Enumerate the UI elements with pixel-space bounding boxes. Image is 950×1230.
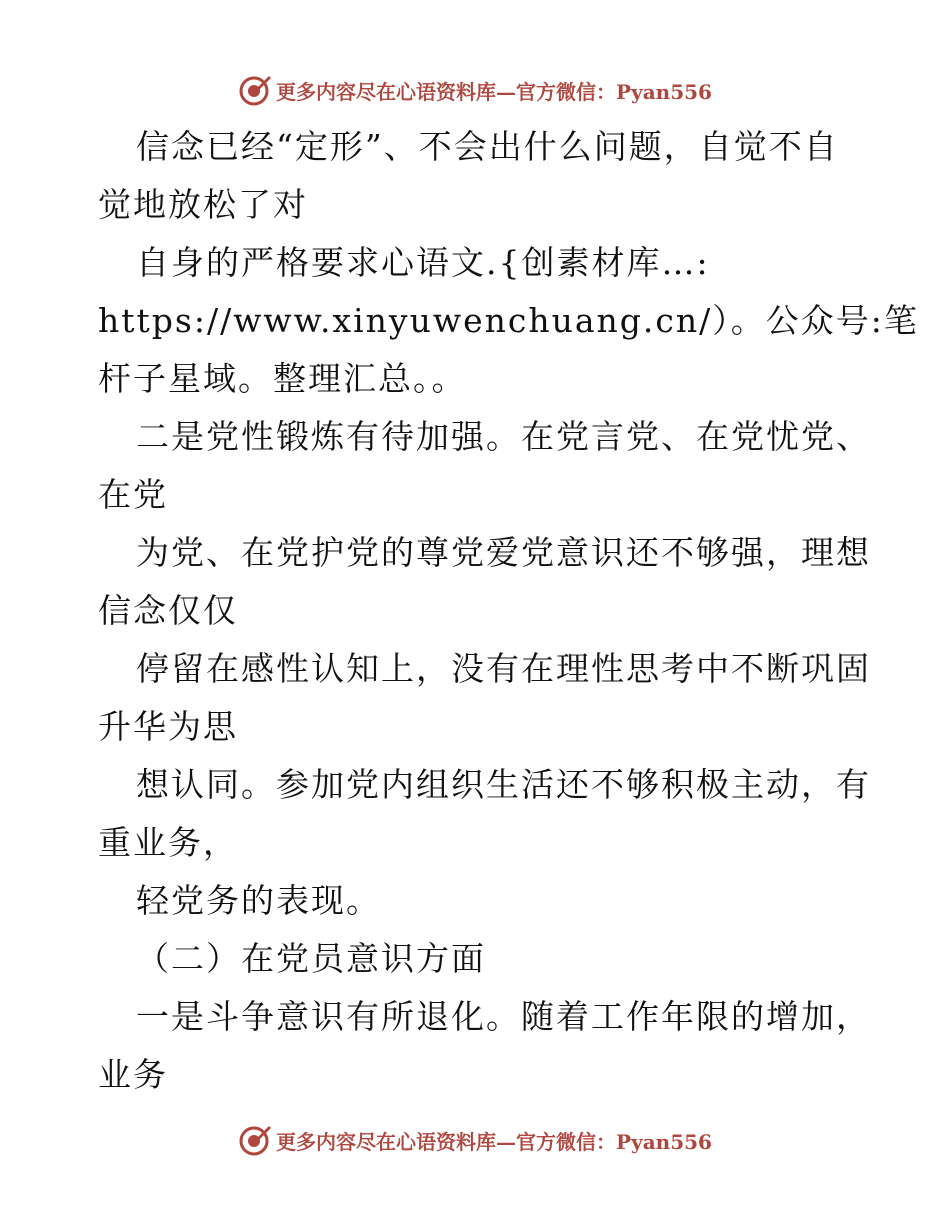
paragraph-line: 信念仅仅 (98, 591, 238, 630)
banner-wechat-text: 官方微信：Pyan556 (516, 79, 712, 104)
paragraph-line: 业务 (98, 1055, 168, 1094)
paragraph-line: 自身的严格要求心语文.{创素材库…: (136, 243, 710, 282)
pen-nib-logo-icon (238, 73, 272, 107)
banner-wechat-text: 官方微信：Pyan556 (516, 1129, 712, 1154)
url-line: https://www.xinyuwenchuang.cn/）。公众号:笔 (98, 301, 919, 340)
paragraph-line: 轻党务的表现。 (136, 881, 381, 920)
pen-nib-logo-icon (238, 1123, 272, 1157)
footer-banner (0, 1120, 950, 1160)
document-body (98, 118, 919, 1104)
banner-site-text: 更多内容尽在心语资料库— (276, 1129, 517, 1154)
section-heading: （二）在党员意识方面 (136, 939, 486, 978)
paragraph-line: 觉地放松了对 (98, 185, 308, 224)
paragraph-line: 升华为思 (98, 707, 238, 746)
paragraph-line: 在党 (98, 475, 168, 514)
paragraph-line: 二是党性锻炼有待加强。在党言党、在党忧党、 (136, 417, 871, 456)
paragraph-line: 一是斗争意识有所退化。随着工作年限的增加， (136, 997, 871, 1036)
paragraph-line: 杆子星域。整理汇总。。 (98, 359, 467, 398)
paragraph-line: 为党、在党护党的尊党爱党意识还不够强，理想 (136, 533, 871, 572)
banner-site-text: 更多内容尽在心语资料库— (276, 79, 517, 104)
paragraph-line: 信念已经“定形”、不会出什么问题，自觉不自 (136, 127, 839, 166)
paragraph-line: 停留在感性认知上，没有在理性思考中不断巩固 (136, 649, 871, 688)
paragraph-line: 重业务， (98, 823, 238, 862)
header-banner (0, 70, 950, 110)
paragraph-line: 想认同。参加党内组织生活还不够积极主动，有 (136, 765, 871, 804)
